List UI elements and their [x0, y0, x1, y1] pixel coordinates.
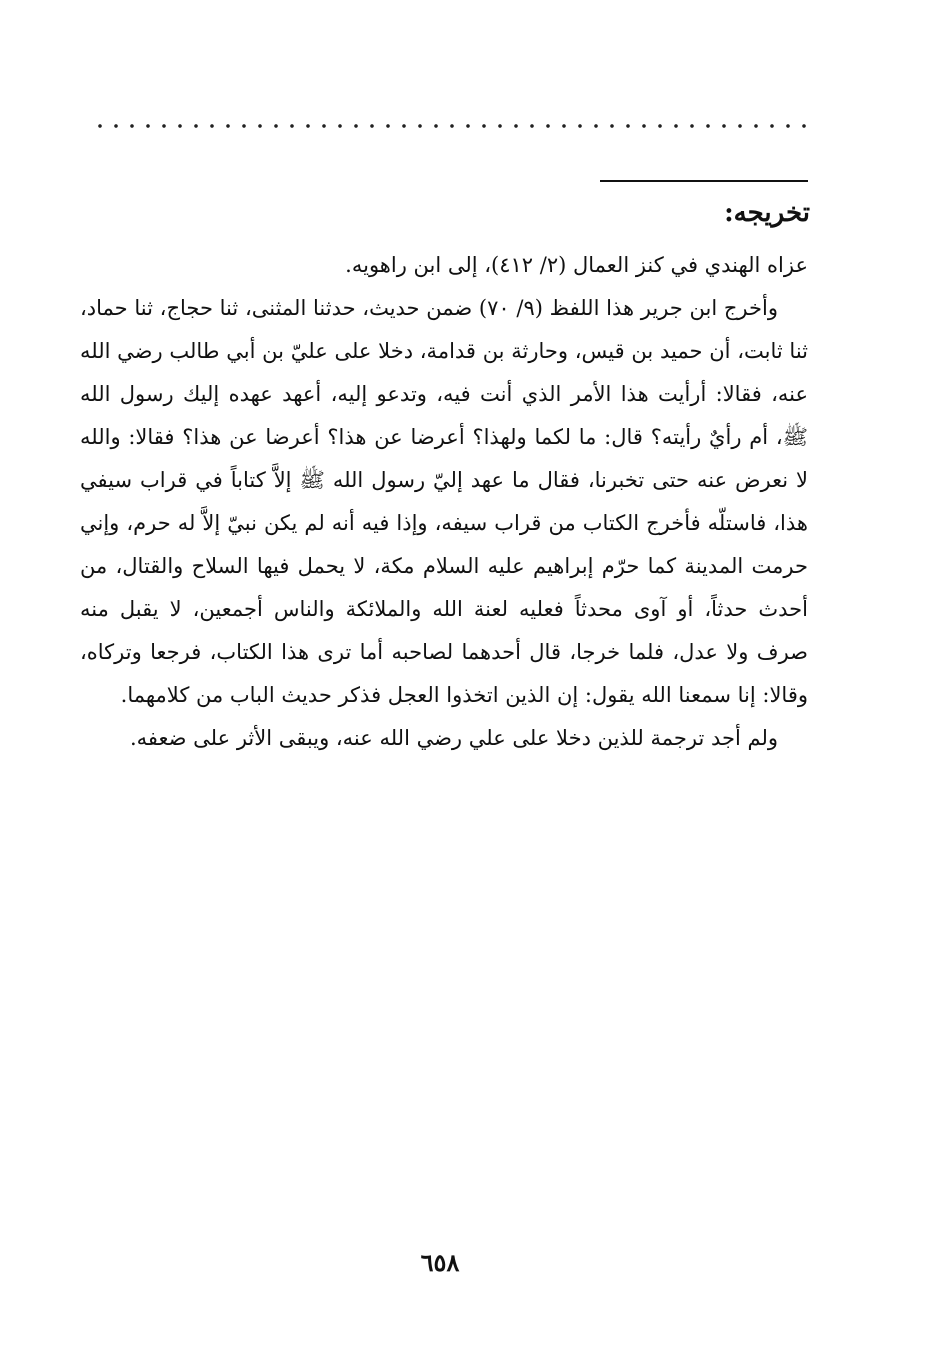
section-heading: تخريجه: [724, 198, 810, 228]
footnote-rule [600, 180, 808, 182]
paragraph-narration: وأخرج ابن جرير هذا اللفظ (٩/ ٧٠) ضمن حديث، حدثنا المثنى، ثنا حجاج، ثنا حماد، ثنا ثابت، أن حميد بن قيس، وحارثة بن قدامة، دخلا على عليّ بن أبي طالب رضي الله عنه، فقالا: أرأيت هذا الأمر الذي أنت فيه، وتدعو إليه، أعهد عهده إليك رسول الله ﷺ، أم رأيٌ رأيته؟ قال: ما لكما ولهذا؟ أعرضا عن هذا؟ أعرضا عن هذا؟ فقالا: والله لا نعرض عنه حتى تخبرنا، فقال ما عهد إليّ رسول الله ﷺ إلاَّ كتاباً في قراب سيفي هذا، فاستلّه فأخرج الكتاب من قراب سيفه، وإذا فيه أنه لم يكن نبيّ إلاَّ له حرم، وإني حرمت المدينة كما حرّم إبراهيم عليه السلام مكة، لا يحمل فيها السلاح والقتال، من أحدث حدثاً، أو آوى محدثاً فعليه لعنة الله والملائكة والناس أجمعين، لا يقبل منه صرف ولا عدل، فلما خرجا، قال أحدهما لصاحبه أما ترى هذا الكتاب، فرجعا وتركاه، وقالا: إنا سمعنا الله يقول: إن الذين اتخذوا العجل فذكر حديث الباب من كلامهما. [80, 296, 808, 707]
dotted-separator [90, 118, 812, 134]
body-text [80, 244, 808, 760]
page-number: ٦٥٨ [420, 1248, 460, 1277]
paragraph-attribution: عزاه الهندي في كنز العمال (٢/ ٤١٢)، إلى ابن راهويه. [345, 253, 808, 277]
paragraph-conclusion: ولم أجد ترجمة للذين دخلا على علي رضي الله عنه، ويبقى الأثر على ضعفه. [129, 726, 778, 750]
